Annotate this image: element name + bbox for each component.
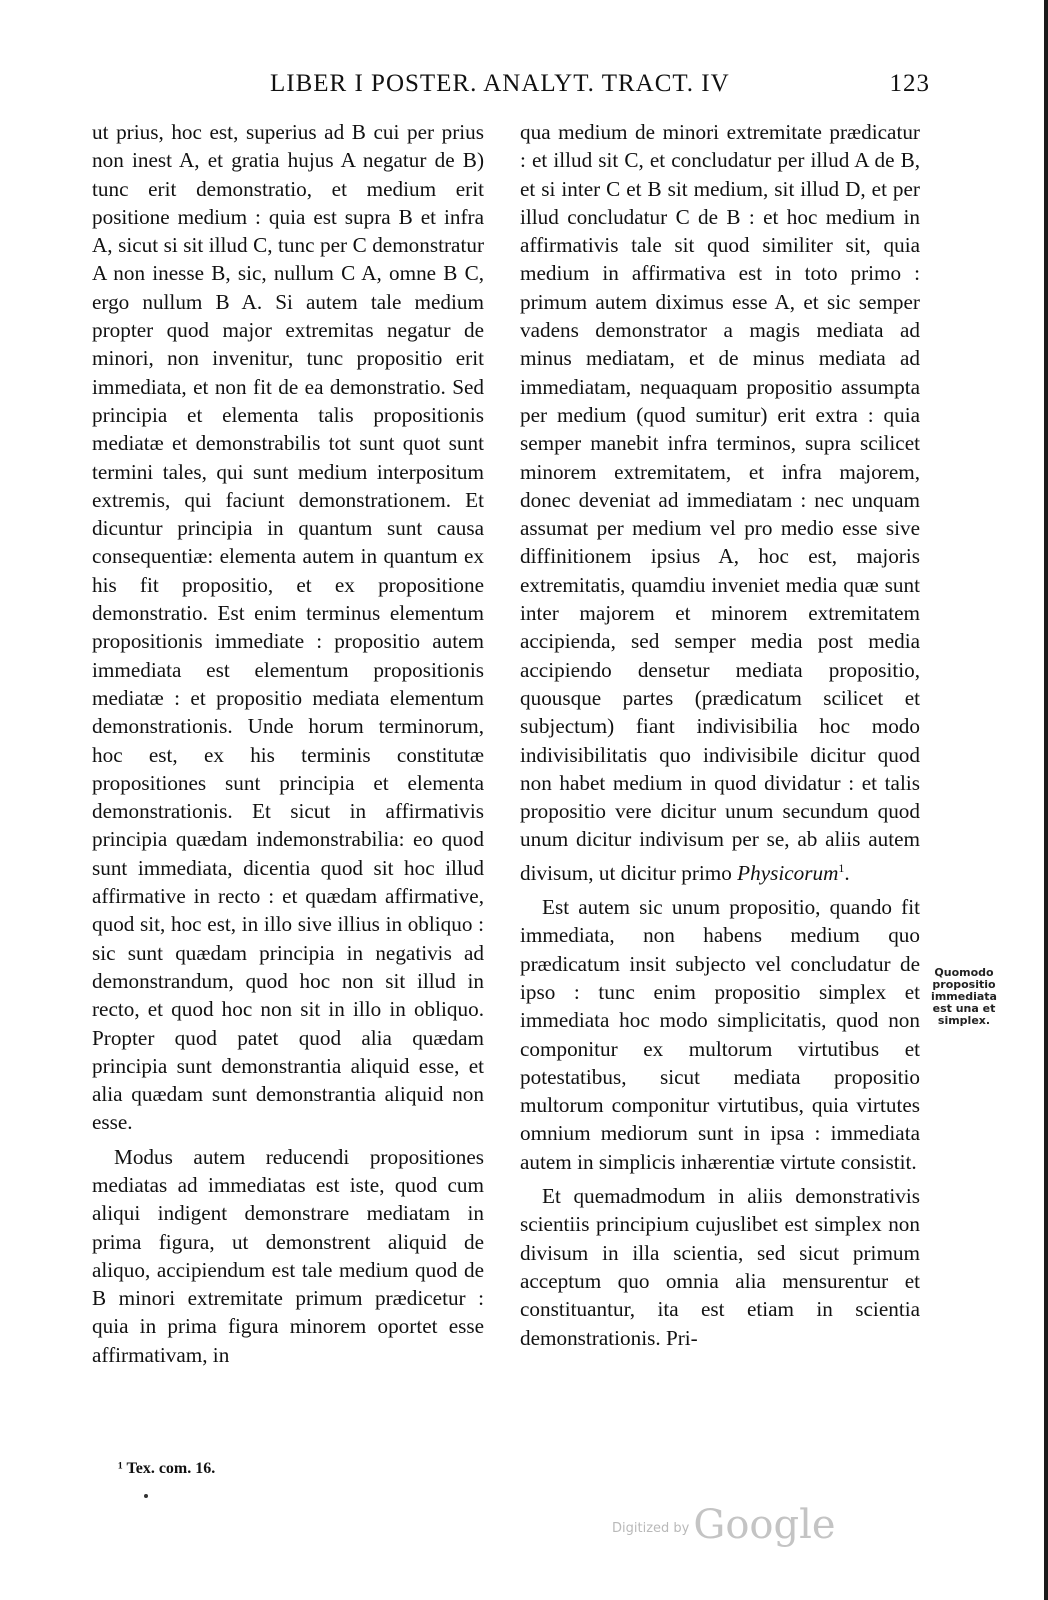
- marginal-note-line: est una et: [932, 1002, 996, 1015]
- marginal-note: [928, 967, 1000, 1027]
- right-paragraph-2: Est autem sic unum propositio, quando fit immediata, non habens medium quo prædicatum insit subjecto vel concludatur de ipso : tunc enim propositio simplex et immediata hoc modo simplicitatis, quod non componitur ex multorum virtutibus et potestatibus, sicut mediata propositio multorum componitur virtutibus, quia virtutes omnium mediorum sunt in ipsa : immediata autem in simplicis inhærentiæ virtute consistit.: [520, 895, 920, 1174]
- right-paragraph-1-text: qua medium de minori extremitate prædicatur : et illud sit C, et concludatur per illud A de B, et si inter C et B sit medium, sit illud D, et per illud concludatur C de B : et hoc medium in affirmativis tale sit quod similiter sit, quia medium in affirmativa est in toto primo : primum autem diximus esse A, et sic semper vadens demonstrator a magis mediata ad minus mediatam, et de minus mediata ad immediatam, nequaquam propositio assumpta per medium (quod sumitur) erit extra : quia semper manebit infra terminos, supra scilicet minorem extremitatem, et infra majorem, donec deveniat ad immediatam : nec unquam assumat per medium vel pro medio esse sive diffinitionem ipsius A, hoc est, majoris extremitatis, quamdiu inveniet media quæ sunt inter majorem et minorem extremitatem accipienda, sed semper media post media accipiendo densetur mediata propositio, quousque partes (prædicatum scilicet et subjectum) fiant indivisibilia hoc modo indivisibilitatis quo indivisibile dicitur quod non habet medium in quod dividatur : et talis propositio vere dicitur unum secundum quod unum dicitur indivisum per se, ab aliis autem divisum, ut dicitur primo: [520, 120, 920, 885]
- page-number: 123: [889, 70, 930, 97]
- left-column: [92, 118, 484, 1369]
- page-header: [100, 70, 930, 110]
- digitization-watermark: [612, 1502, 836, 1548]
- sentence-end: .: [844, 860, 850, 885]
- right-column: [520, 118, 920, 1352]
- marginal-note-line: simplex.: [937, 1014, 991, 1027]
- marginal-note-line: propositio: [932, 978, 996, 991]
- left-paragraph-2: Modus autem reducendi propositiones mediatas ad immediatas est iste, quod cum aliqui indigent demonstrare mediatam in prima figura, ut demonstrent aliquid de aliquo, accipiendum est tale medium quod de B minori extremitate primum prædicetur : quia in prima figura minorem oportet esse affirmativam, in: [92, 1144, 484, 1367]
- scan-edge: [1044, 0, 1048, 1600]
- right-paragraph-1: [520, 118, 920, 887]
- running-title: LIBER I POSTER. ANALYT. TRACT. IV: [270, 70, 730, 97]
- ink-dot: [144, 1494, 148, 1498]
- footnote: ¹ Tex. com. 16.: [118, 1460, 216, 1477]
- right-paragraph-3: Et quemadmodum in aliis demonstrativis scientiis principium cujuslibet est simplex non divisum in illa scientia, sed sicut primum acceptum quo omnia alia mensurentur et constituantur, ita est etiam in scientia demonstrationis. Pri-: [520, 1184, 920, 1350]
- marginal-note-line: immediata: [931, 990, 997, 1003]
- watermark-prefix: Digitized by: [612, 1521, 690, 1536]
- marginal-note-line: Quomodo: [934, 966, 994, 979]
- google-logo: Google: [693, 1502, 836, 1548]
- left-paragraph-1: ut prius, hoc est, superius ad B cui per prius non inest A, et gratia hujus A negatur de B) tunc erit demonstratio, et medium erit positione medium : quia est supra B et infra A, sicut si sit illud C, tunc per C demonstratur A non inesse B, sic, nullum C A, omne B C, ergo nullum B A. Si autem tale medium propter quod major extremitas negatur de minori, non invenitur, tunc propositio erit immediata, et non fit de ea demonstratio. Sed principia et elementa talis propositionis mediatæ et demonstrabilis tot sunt quot sunt termini tales, qui sunt medium interpositum extremis, qui faciunt demonstrationem. Et dicuntur principia in quantum sunt causa consequentiæ: elementa autem in quantum ex his fit propositio, et ex propositione demonstratio. Est enim terminus elementum propositionis immediate : propositio autem immediata est elementum propositionis mediatæ : et propositio mediata elementum demonstrationis. Unde horum terminorum, hoc est, ex his terminis constitutæ propositiones sunt principia et elementa demonstrationis. Et sicut in affirmativis principia quædam indemonstrabilia: eo quod sunt immediata, dicentia quod sit hoc illud affirmative in recto : et quædam affirmative, quod sit, hoc est, in illo sive illius in obliquo : sic sunt quædam principia in negativis ad demonstrandum, quod hoc non sit illud in recto, et quod hoc non sit in illo in obliquo. Propter quod patet quod alia quædam principia sunt demonstrantia aliquid esse, et alia quædam sunt demonstrantia aliquid non esse.: [92, 120, 484, 1135]
- footnote-reference: 1: [838, 860, 845, 875]
- cited-work-title: Physicorum: [737, 860, 839, 885]
